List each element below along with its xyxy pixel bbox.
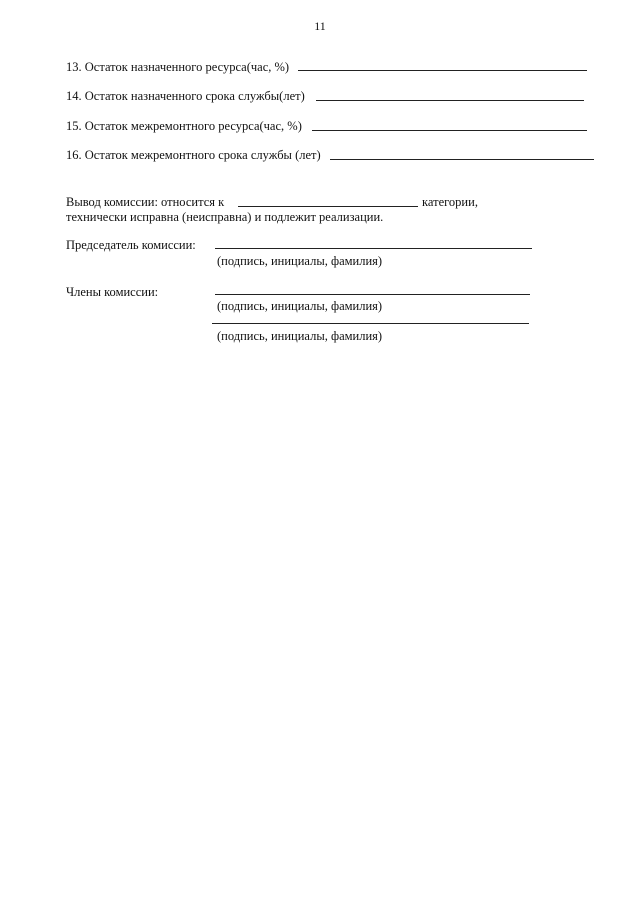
conclusion-line2: технически исправна (неисправна) и подлежит реализации. <box>66 210 384 224</box>
conclusion-suffix: категории, <box>422 195 478 209</box>
chairman-label: Председатель комиссии: <box>66 238 196 252</box>
conclusion-prefix: Вывод комиссии: относится к <box>66 195 225 209</box>
field-16-label: 16. Остаток межремонтного срока службы (лет) <box>66 148 321 162</box>
field-14-blank-line[interactable] <box>316 100 584 101</box>
members-label: Члены комиссии: <box>66 285 159 299</box>
field-15-blank-line[interactable] <box>312 130 587 131</box>
chairman-signature-caption: (подпись, инициалы, фамилия) <box>217 254 383 268</box>
category-blank-line[interactable] <box>238 206 418 207</box>
field-16-blank-line[interactable] <box>330 159 594 160</box>
member-1-signature-line[interactable] <box>215 294 530 295</box>
field-13-label: 13. Остаток назначенного ресурса(час, %) <box>66 60 290 74</box>
field-15-label: 15. Остаток межремонтного ресурса(час, %) <box>66 119 302 133</box>
member-1-signature-caption: (подпись, инициалы, фамилия) <box>217 299 383 313</box>
field-14-label: 14. Остаток назначенного срока службы(лет) <box>66 89 305 103</box>
member-2-signature-caption: (подпись, инициалы, фамилия) <box>217 329 383 343</box>
field-13-blank-line[interactable] <box>298 70 587 71</box>
member-2-signature-line[interactable] <box>212 323 529 324</box>
page-number: 11 <box>314 19 326 33</box>
chairman-signature-line[interactable] <box>215 248 532 249</box>
